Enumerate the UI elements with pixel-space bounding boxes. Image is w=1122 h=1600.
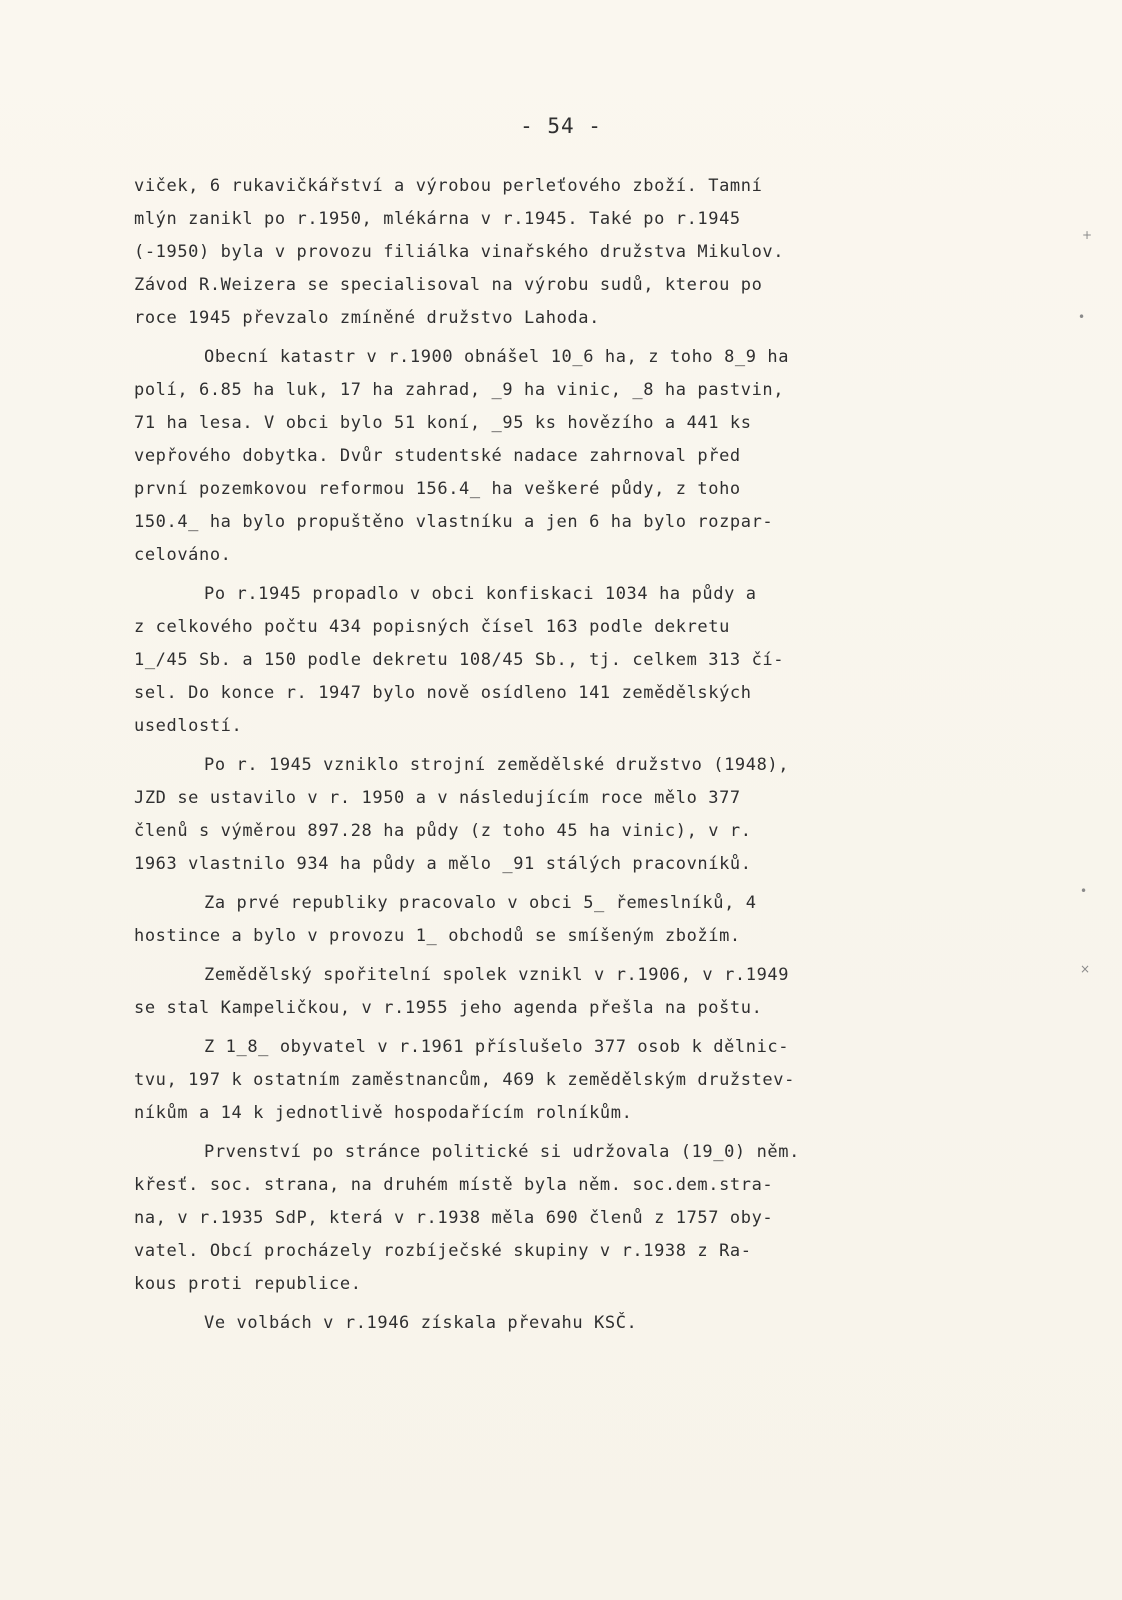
text-line: z celkového počtu 434 popisných čísel 163 podle dekretu (134, 617, 730, 637)
text-line: křesť. soc. strana, na druhém místě byla něm. soc.dem.stra- (134, 1175, 774, 1195)
text-line: 1963 vlastnilo 934 ha půdy a mělo _91 stálých pracovníků. (134, 854, 752, 874)
paragraph (134, 341, 974, 572)
paragraph (134, 959, 974, 1025)
paragraph (134, 1031, 974, 1130)
paragraph (134, 1307, 974, 1340)
text-line: členů s výměrou 897.28 ha půdy (z toho 45 ha vinic), v r. (134, 821, 752, 841)
text-line: Z 1_8_ obyvatel v r.1961 příslušelo 377 osob k dělnic- (204, 1037, 790, 1057)
text-line: JZD se ustavilo v r. 1950 a v následujícím roce mělo 377 (134, 788, 741, 808)
text-line: Ve volbách v r.1946 získala převahu KSČ. (204, 1313, 638, 1333)
text-line: tvu, 197 k ostatním zaměstnancům, 469 k zemědělským družstev- (134, 1070, 795, 1090)
document-body (134, 170, 974, 1340)
margin-mark: • (1078, 310, 1086, 324)
paragraph (134, 578, 974, 743)
margin-mark: • (1080, 884, 1088, 898)
text-line: Za prvé republiky pracovalo v obci 5_ řemeslníků, 4 (204, 893, 757, 913)
text-line: 150.4_ ha bylo propuštěno vlastníku a jen 6 ha bylo rozpar- (134, 512, 774, 532)
text-line: polí, 6.85 ha luk, 17 ha zahrad, _9 ha vinic, _8 ha pastvin, (134, 380, 785, 400)
text-line: na, v r.1935 SdP, která v r.1938 měla 690 členů z 1757 oby- (134, 1208, 774, 1228)
text-line: mlýn zanikl po r.1950, mlékárna v r.1945. Také po r.1945 (134, 209, 741, 229)
text-line: celováno. (134, 545, 232, 565)
text-line: se stal Kampeličkou, v r.1955 jeho agenda přešla na poštu. (134, 998, 763, 1018)
text-line: vatel. Obcí procházely rozbíječské skupiny v r.1938 z Ra- (134, 1241, 752, 1261)
paragraph (134, 170, 974, 335)
text-line: Po r.1945 propadlo v obci konfiskaci 1034 ha půdy a (204, 584, 757, 604)
paragraph (134, 887, 974, 953)
text-line: níkům a 14 k jednotlivě hospodařícím rolníkům. (134, 1103, 633, 1123)
text-line: vepřového dobytka. Dvůr studentské nadace zahrnoval před (134, 446, 741, 466)
text-line: usedlostí. (134, 716, 243, 736)
text-line: viček, 6 rukavičkářství a výrobou perleťového zboží. Tamní (134, 176, 763, 196)
text-line: Po r. 1945 vzniklo strojní zemědělské družstvo (1948), (204, 755, 790, 775)
text-line: Závod R.Weizera se specialisoval na výrobu sudů, kterou po (134, 275, 763, 295)
text-line: Zemědělský spořitelní spolek vznikl v r.1906, v r.1949 (204, 965, 790, 985)
margin-mark: × (1080, 962, 1091, 976)
page-number: - 54 - (520, 114, 602, 138)
text-line: hostince a bylo v provozu 1_ obchodů se smíšeným zbožím. (134, 926, 741, 946)
text-line: (-1950) byla v provozu filiálka vinařského družstva Mikulov. (134, 242, 785, 262)
text-line: první pozemkovou reformou 156.4_ ha veškeré půdy, z toho (134, 479, 741, 499)
text-line: 71 ha lesa. V obci bylo 51 koní, _95 ks hovězího a 441 ks (134, 413, 752, 433)
paragraph (134, 749, 974, 881)
text-line: roce 1945 převzalo zmíněné družstvo Lahoda. (134, 308, 600, 328)
text-line: Obecní katastr v r.1900 obnášel 10_6 ha, z toho 8_9 ha (204, 347, 790, 367)
text-line: kous proti republice. (134, 1274, 362, 1294)
text-line: Prvenství po stránce politické si udržovala (19_0) něm. (204, 1142, 800, 1162)
text-line: sel. Do konce r. 1947 bylo nově osídleno 141 zemědělských (134, 683, 752, 703)
text-line: 1_/45 Sb. a 150 podle dekretu 108/45 Sb., tj. celkem 313 čí- (134, 650, 785, 670)
margin-mark: + (1082, 228, 1093, 242)
paragraph (134, 1136, 974, 1301)
